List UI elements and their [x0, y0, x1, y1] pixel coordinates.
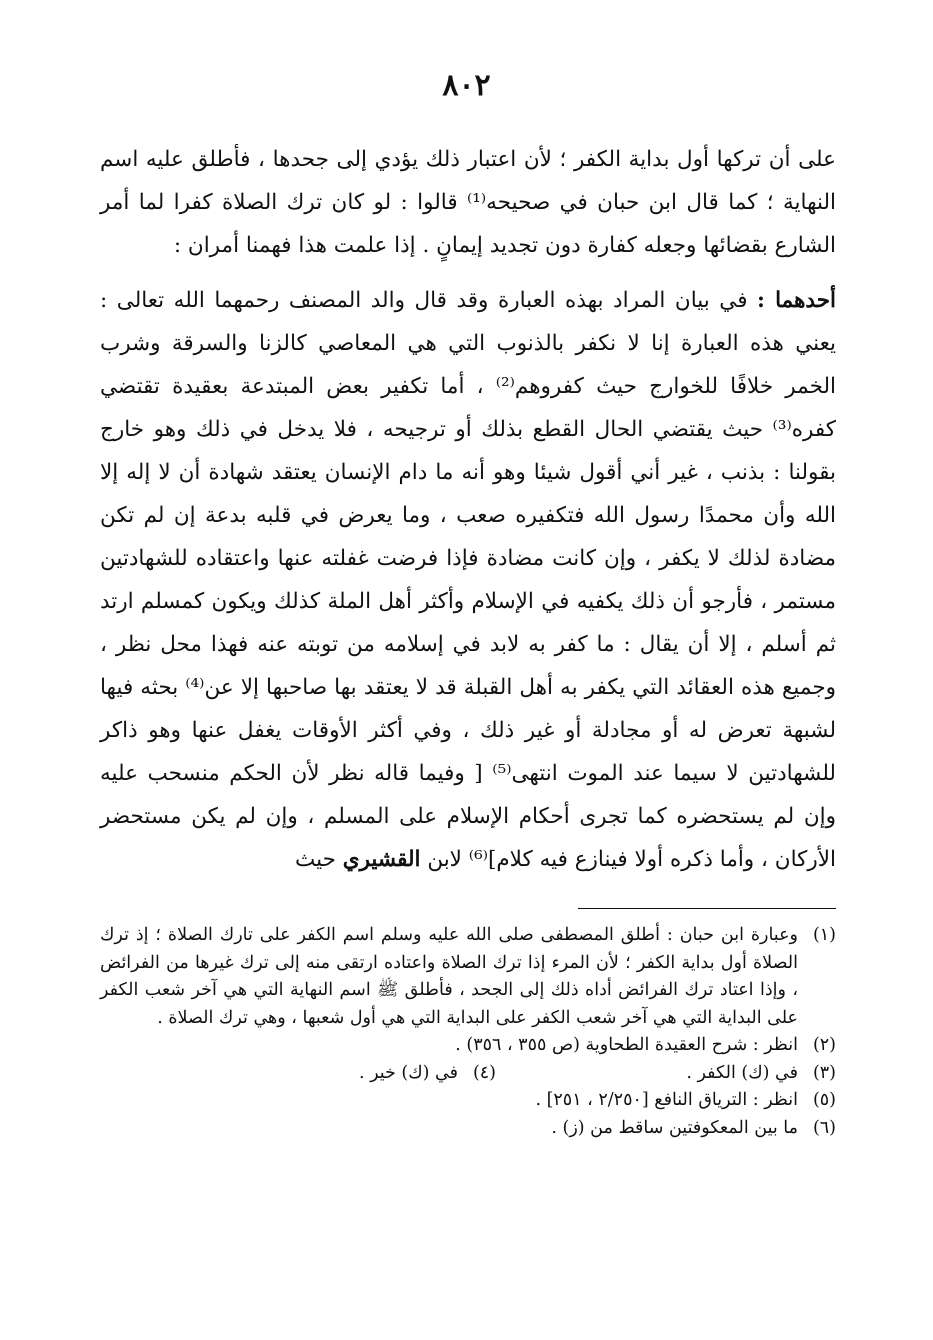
paragraph-2-body: في بيان المراد بهذه العبارة وقد قال والد المصنف رحمهما الله تعالى : يعني هذه العبارة إنا لا نكفر بالذنوب التي هي المعاصي كالزنا والسرقة وشرب الخمر خلافًا للخوارج حيث كفروهم⁽²⁾ ، أما تكفير بعض المبتدعة بعقيدة تقتضي كفره⁽³⁾ حيث يقتضي الحال القطع بذلك أو ترجيحه ، فلا يدخل في ذلك وهو خارج بقولنا : بذنب ، غير أني أقول شيئا وهو أنه ما دام الإنسان يعتقد شهادة أن لا إله إلا الله وأن محمدًا رسول الله فتكفيره صعب ، وما يعرض في قلبه بدعة إن لم تكن مضادة لذلك لا يكفر ، وإن كانت مضادة فإذا فرضت غفلته عنها واعتقاده للشهادتين مستمر ، فأرجو أن ذلك يكفيه في الإسلام وأكثر أهل الملة كذلك ويكون كمسلم ارتد ثم أسلم ، إلا أن يقال : ما كفر به لابد في إسلامه من توبته عنه فهذا محل نظر ، وجميع هذه العقائد التي يكفر به أهل القبلة قد لا يعتقد بها صاحبها إلا عن⁽⁴⁾ بحثه فيها لشبهة تعرض له أو مجادلة أو غير ذلك ، وفي أكثر الأوقات يغفل عنها وهو ذاكر للشهادتين لا سيما عند الموت انتهى⁽⁵⁾ [ وفيما قاله نظر لأن الحكم منسحب عليه وإن لم يستحضره كما تجرى أحكام الإسلام على المسلم ، وإن لم يكن مستحضر الأركان ، وأما ذكره أولا فينازع فيه كلام]⁽⁶⁾ لابن: [100, 288, 836, 872]
paragraph-2-lead-word: أحدهما :: [757, 288, 836, 313]
footnote-number: (١): [812, 925, 836, 945]
footnote-number: (٥): [812, 1090, 836, 1110]
footnote-text: وعبارة ابن حبان : أطلق المصطفى صلى الله عليه وسلم اسم الكفر على تارك الصلاة ؛ إذ ترك الصلاة أول بداية الكفر ؛ لأن المرء إذا ترك الصلاة واعتاده ارتقى منه إلى ترك غيرها من الفرائض ، وإذا اعتاد ترك الفرائض أداه ذلك إلى الجحد ، فأطلق ﷺ اسم النهاية التي هي آخر شعب الكفر على البداية التي هي آخر شعب الكفر على البداية التي هي أول شعبها ، وهي ترك الصلاة .: [100, 925, 798, 1028]
footnote-2: [100, 1032, 836, 1060]
footnote-5: [100, 1087, 836, 1115]
footnote-4: [156, 1060, 496, 1088]
footnote-divider: [578, 908, 836, 909]
footnote-row-3-4: [100, 1060, 836, 1088]
footnote-number: (٦): [812, 1117, 836, 1138]
footnote-1: [100, 922, 836, 1032]
paragraph-1: على أن تركها أول بداية الكفر ؛ لأن اعتبار ذلك يؤدي إلى جحدها ، فأطلق عليه اسم النهاية ؛ كما قال ابن حبان في صحيحه⁽¹⁾ قالوا : لو كان ترك الصلاة كفرا لما أمر الشارع بقضائها وجعله كفارة دون تجديد إيمانٍ . إذا علمت هذا فهمنا أمران :: [100, 147, 836, 258]
paragraph-2: [100, 279, 836, 881]
page-number: ٨٠٢: [442, 68, 491, 103]
footnote-text: انظر : الترياق النافع [٢/٢٥٠ ، ٢٥١] .: [535, 1090, 798, 1110]
footnote-number: (٤): [472, 1062, 496, 1083]
main-text-body: [100, 138, 836, 881]
paragraph-2-bold-name: القشيري: [342, 847, 421, 872]
footnote-3: [496, 1060, 836, 1088]
footnotes-section: [100, 922, 836, 1142]
footnote-number: (٣): [812, 1062, 836, 1083]
paragraph-2-tail: حيث: [295, 847, 343, 872]
footnote-number: (٢): [812, 1035, 836, 1055]
footnote-text: ما بين المعكوفتين ساقط من (ز) .: [551, 1117, 798, 1138]
footnote-text: انظر : شرح العقيدة الطحاوية (ص ٣٥٥ ، ٣٥٦) .: [455, 1035, 798, 1055]
footnote-text: في (ك) الكفر .: [686, 1062, 798, 1083]
footnote-6: [100, 1115, 836, 1143]
footnote-text: في (ك) خير .: [358, 1062, 458, 1083]
